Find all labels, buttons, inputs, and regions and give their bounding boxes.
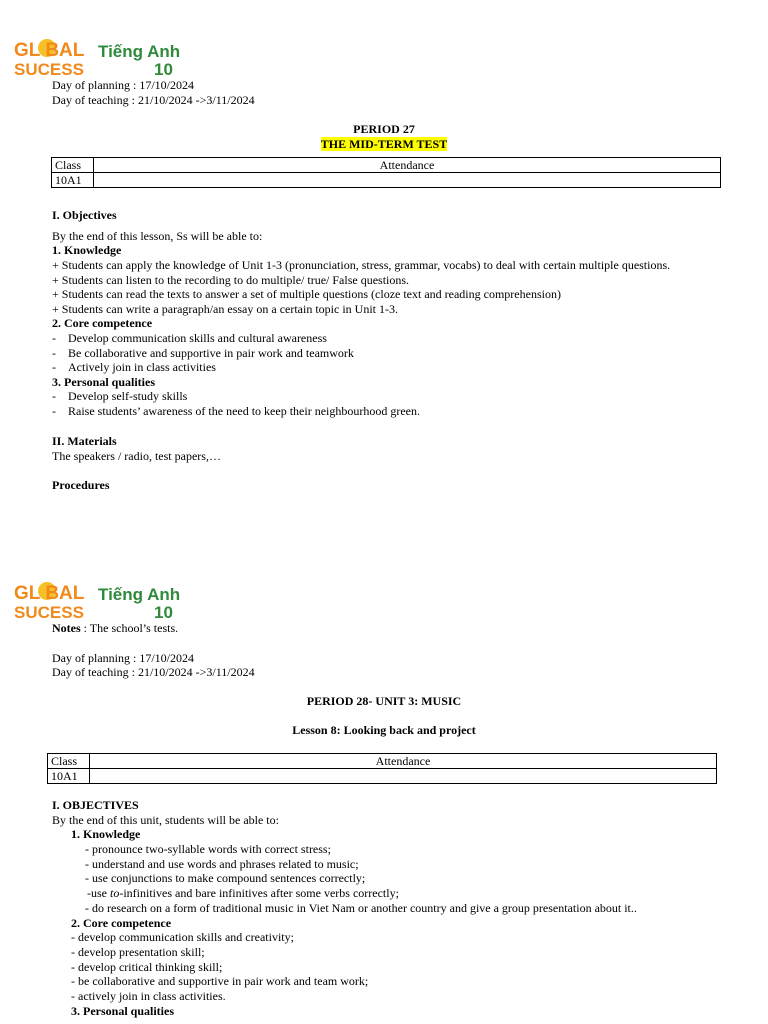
test-title: THE MID-TERM TEST [320,137,448,151]
materials-heading: II. Materials [52,434,117,448]
list-item: + Students can write a paragraph/an essay on a certain topic in Unit 1-3. [52,302,398,316]
notes-label: Notes [52,621,81,635]
table-row [48,769,717,784]
logo-global-text: GL BAL [14,583,85,604]
attendance-table [47,753,717,784]
lesson-title: Lesson 8: Looking back and project [292,723,476,737]
cell-attendance [94,173,721,188]
logo-grade-text: 10 [154,603,173,622]
planning-date: Day of planning : 17/10/2024 [52,651,194,665]
logo-global-text: GL BAL [14,40,85,61]
list-item-text: Develop communication skills and cultural awareness [68,331,327,345]
core-heading: 2. Core competence [71,916,172,930]
personal-heading: 3. Personal qualities [52,375,156,389]
cell-attendance [90,769,717,784]
list-item: - do research on a form of traditional music in Viet Nam or another country and give a group presentation about it.. [85,901,637,915]
objectives-intro: By the end of this lesson, Ss will be able to: [52,229,263,243]
table-header-row [48,754,717,769]
list-item: - develop critical thinking skill; [71,960,223,974]
list-item: - develop communication skills and creativity; [71,930,294,944]
list-item-text: Raise students’ awareness of the need to keep their neighbourhood green. [68,404,420,418]
list-item-text: -use [87,886,110,900]
table-header-row [52,158,721,173]
period-title: PERIOD 28- UNIT 3: MUSIC [306,694,462,708]
period-title: PERIOD 27 [353,122,415,136]
list-item: - develop presentation skill; [71,945,205,959]
header-attendance: Attendance [94,158,721,173]
test-title-wrap [0,137,768,152]
list-item: + Students can read the texts to answer a set of multiple questions (cloze text and reading comprehension) [52,287,561,301]
header-class: Class [52,158,94,173]
objectives-intro: By the end of this unit, students will be able to: [52,813,279,827]
list-item: - be collaborative and supportive in pair work and team work; [71,974,369,988]
planning-date: Day of planning : 17/10/2024 [52,78,194,92]
teaching-date: Day of teaching : 21/10/2024 ->3/11/2024 [52,93,255,107]
list-item: - Be collaborative and supportive in pair work and teamwork [52,346,354,360]
cell-class: 10A1 [52,173,94,188]
list-item-text: Actively join in class activities [68,360,216,374]
logo-grade-text: 10 [154,60,173,79]
logo-success-text: SUCESS [14,60,84,79]
list-item: - understand and use words and phrases related to music; [85,857,359,871]
materials-text: The speakers / radio, test papers,… [52,449,221,463]
list-item-text: Develop self-study skills [68,389,188,403]
notes-line [52,621,178,636]
list-item: - pronounce two-syllable words with correct stress; [85,842,331,856]
core-heading: 2. Core competence [52,316,153,330]
attendance-table [51,157,721,188]
list-item: - actively join in class activities. [71,989,226,1003]
list-item [87,886,399,901]
list-item-text: -infinitives and bare infinitives after some verbs correctly; [119,886,399,900]
list-item-italic: to [110,886,120,900]
list-item: + Students can apply the knowledge of Unit 1-3 (pronunciation, stress, grammar, vocabs) to deal with certain multiple questions. [52,258,671,272]
logo-success-text: SUCESS [14,603,84,622]
notes-text: : The school’s tests. [80,621,179,635]
header-class: Class [48,754,90,769]
list-item-text: Be collaborative and supportive in pair work and teamwork [68,346,354,360]
list-item: - Develop self-study skills [52,389,188,403]
table-row [52,173,721,188]
list-item: - Develop communication skills and cultural awareness [52,331,327,345]
logo-brand-text: Tiếng Anh [98,585,181,604]
knowledge-heading: 1. Knowledge [52,243,122,257]
teaching-date: Day of teaching : 21/10/2024 ->3/11/2024 [52,665,255,679]
objectives-heading: I. OBJECTIVES [52,798,139,812]
global-success-logo [12,577,182,621]
objectives-heading: I. Objectives [52,208,117,222]
list-item: - Actively join in class activities [52,360,216,374]
global-success-logo [12,34,182,78]
knowledge-heading: 1. Knowledge [71,827,141,841]
list-item: - use conjunctions to make compound sentences correctly; [85,871,366,885]
logo-brand-text: Tiếng Anh [98,42,181,61]
header-attendance: Attendance [90,754,717,769]
cell-class: 10A1 [48,769,90,784]
personal-heading: 3. Personal qualities [71,1004,175,1018]
list-item: + Students can listen to the recording to do multiple/ true/ False questions. [52,273,410,287]
list-item: - Raise students’ awareness of the need to keep their neighbourhood green. [52,404,420,418]
procedures-heading: Procedures [52,478,110,492]
